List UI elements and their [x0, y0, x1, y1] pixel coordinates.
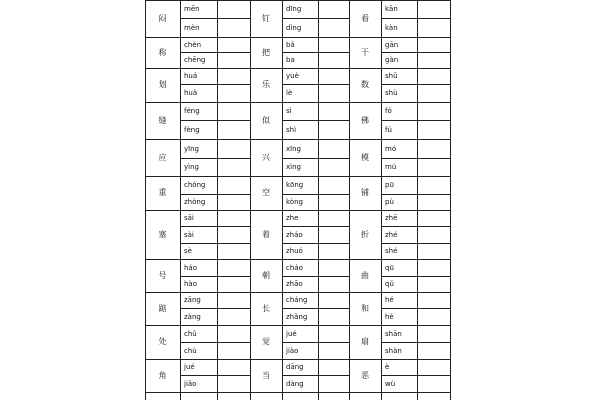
pinyin-reading: dìng	[286, 23, 302, 32]
hanzi-character: 闷	[158, 13, 167, 23]
hanzi-character: 兴	[262, 152, 270, 162]
hanzi-character: 折	[361, 229, 369, 239]
grid-hline	[180, 194, 251, 195]
grid-hline	[282, 308, 350, 309]
hanzi-character: 空	[262, 188, 270, 197]
grid-hline	[282, 52, 350, 53]
pinyin-reading: yìng	[184, 163, 199, 171]
grid-hline	[349, 292, 451, 293]
pinyin-reading: pū	[385, 181, 394, 189]
pinyin-reading: zhē	[385, 214, 398, 222]
grid-hline	[145, 325, 251, 326]
pinyin-reading: jué	[286, 329, 297, 338]
pinyin-reading: hè	[385, 312, 394, 321]
pinyin-reading: zhǎng	[286, 312, 308, 321]
hanzi-character: 当	[262, 370, 270, 380]
pinyin-reading: gān	[385, 40, 399, 49]
grid-hline	[349, 325, 451, 326]
pinyin-reading: dàng	[286, 379, 304, 388]
grid-hline	[180, 18, 251, 19]
pinyin-reading: yīng	[184, 144, 199, 153]
grid-hline	[250, 0, 350, 1]
grid-hline	[282, 342, 350, 343]
hanzi-character: 把	[262, 47, 270, 57]
hanzi-character: 踮	[158, 303, 167, 313]
pinyin-reading: chǔ	[184, 329, 197, 338]
pinyin-reading: shì	[286, 125, 297, 134]
hanzi-character: 着	[262, 229, 270, 239]
hanzi-character: 乐	[262, 80, 270, 89]
pinyin-reading: zháo	[286, 230, 303, 239]
grid-hline	[145, 210, 251, 211]
pinyin-reading: cháo	[286, 263, 303, 272]
grid-hline	[250, 210, 350, 211]
pinyin-reading: kòng	[286, 198, 303, 206]
grid-hline	[381, 84, 451, 85]
grid-hline	[282, 226, 350, 227]
grid-hline	[180, 226, 251, 227]
pinyin-reading: kàn	[385, 23, 398, 32]
grid-hline	[282, 276, 350, 277]
pinyin-reading: zàng	[184, 312, 201, 321]
grid-hline	[282, 392, 350, 393]
pinyin-reading: kān	[385, 5, 398, 13]
pinyin-reading: zhòng	[184, 198, 206, 206]
grid-hline	[250, 259, 350, 260]
pinyin-reading: xìng	[286, 163, 301, 171]
grid-hline	[180, 84, 251, 85]
grid-hline	[282, 375, 350, 376]
grid-vline	[180, 0, 181, 400]
grid-hline	[250, 102, 350, 103]
grid-hline	[349, 139, 451, 140]
grid-hline	[250, 292, 350, 293]
pinyin-reading: hào	[184, 280, 198, 288]
grid-hline	[282, 194, 350, 195]
grid-hline	[145, 259, 251, 260]
pinyin-reading: kōng	[286, 181, 304, 189]
pinyin-reading: dāng	[286, 363, 304, 371]
hanzi-character: 模	[361, 152, 369, 162]
pinyin-reading: mēn	[184, 5, 200, 13]
grid-hline	[381, 308, 451, 309]
grid-hline	[145, 0, 251, 1]
grid-vline	[282, 0, 283, 400]
grid-hline	[349, 37, 451, 38]
hanzi-character: 铺	[361, 188, 369, 197]
hanzi-character: 数	[361, 80, 369, 89]
grid-hline	[381, 194, 451, 195]
grid-hline	[349, 176, 451, 177]
pinyin-reading: wù	[385, 379, 396, 388]
grid-hline	[145, 359, 251, 360]
hanzi-character: 看	[361, 13, 369, 23]
grid-hline	[381, 226, 451, 227]
hanzi-character: 曲	[361, 270, 369, 280]
grid-hline	[180, 276, 251, 277]
hanzi-character: 角	[158, 370, 167, 380]
grid-hline	[250, 139, 350, 140]
grid-hline	[145, 176, 251, 177]
pinyin-reading: jué	[184, 363, 195, 371]
grid-hline	[282, 84, 350, 85]
hanzi-character: 长	[262, 303, 270, 313]
grid-hline	[250, 359, 350, 360]
grid-hline	[349, 359, 451, 360]
pinyin-reading: sài	[184, 230, 194, 239]
grid-hline	[180, 52, 251, 53]
pinyin-reading: mó	[385, 144, 397, 153]
grid-hline	[349, 259, 451, 260]
grid-hline	[145, 68, 251, 69]
grid-hline	[180, 120, 251, 121]
grid-hline	[381, 276, 451, 277]
pinyin-reading: xīng	[286, 144, 301, 153]
hanzi-character: 划	[158, 80, 167, 89]
grid-hline	[381, 342, 451, 343]
grid-hline	[349, 102, 451, 103]
pinyin-reading: chóng	[184, 181, 206, 189]
pinyin-reading: è	[385, 363, 390, 371]
pinyin-reading: fèng	[184, 125, 200, 134]
grid-hline	[381, 18, 451, 19]
pinyin-reading: shé	[385, 247, 398, 255]
grid-hline	[250, 176, 350, 177]
grid-hline	[282, 120, 350, 121]
grid-hline	[180, 243, 251, 244]
grid-hline	[145, 139, 251, 140]
pinyin-reading: háo	[184, 263, 198, 272]
pinyin-reading: fú	[385, 125, 392, 134]
pinyin-reading: gàn	[385, 56, 399, 64]
grid-hline	[180, 158, 251, 159]
grid-hline	[282, 158, 350, 159]
pinyin-reading: bǎ	[286, 40, 295, 49]
hanzi-character: 塞	[158, 229, 167, 239]
pinyin-reading: qǔ	[385, 280, 394, 288]
pinyin-reading: sè	[184, 247, 192, 255]
hanzi-character: 似	[262, 115, 270, 125]
grid-hline	[349, 210, 451, 211]
grid-vline	[217, 0, 218, 400]
grid-hline	[282, 243, 350, 244]
grid-hline	[145, 292, 251, 293]
pinyin-reading: huà	[184, 89, 198, 97]
grid-vline	[381, 0, 382, 400]
pinyin-reading: shù	[385, 89, 398, 97]
grid-hline	[250, 37, 350, 38]
grid-hline	[282, 18, 350, 19]
grid-hline	[381, 392, 451, 393]
grid-hline	[250, 68, 350, 69]
pinyin-reading: mú	[385, 163, 397, 171]
pinyin-reading: qū	[385, 263, 394, 272]
pinyin-reading: chèn	[184, 40, 202, 49]
grid-hline	[381, 243, 451, 244]
pinyin-reading: mèn	[184, 23, 200, 32]
pinyin-reading: sì	[286, 107, 292, 115]
pinyin-reading: shān	[385, 329, 402, 338]
hanzi-character: 扇	[361, 337, 369, 346]
grid-hline	[250, 325, 350, 326]
grid-hline	[381, 52, 451, 53]
pinyin-reading: cháng	[286, 296, 308, 304]
hanzi-character: 恶	[361, 370, 369, 380]
pinyin-reading: pù	[385, 198, 394, 206]
pinyin-reading: zhe	[286, 214, 299, 222]
hanzi-character: 干	[361, 47, 369, 57]
grid-hline	[145, 37, 251, 38]
grid-hline	[180, 308, 251, 309]
grid-vline	[417, 0, 418, 400]
pinyin-reading: chēng	[184, 56, 206, 64]
grid-hline	[349, 68, 451, 69]
hanzi-character: 处	[158, 337, 167, 346]
pinyin-reading: hé	[385, 296, 394, 304]
grid-hline	[145, 102, 251, 103]
grid-vline	[318, 0, 319, 400]
pinyin-reading: shàn	[385, 346, 402, 355]
hanzi-character: 钉	[262, 13, 270, 23]
grid-vline	[450, 0, 451, 400]
pinyin-reading: dīng	[286, 5, 302, 13]
pinyin-reading: fó	[385, 107, 392, 115]
pinyin-reading: chù	[184, 346, 197, 355]
grid-hline	[381, 120, 451, 121]
pinyin-reading: huá	[184, 72, 198, 80]
pinyin-reading: féng	[184, 107, 200, 115]
hanzi-character: 觉	[262, 337, 270, 346]
pinyin-reading: lè	[286, 89, 293, 97]
pinyin-reading: zāng	[184, 296, 201, 304]
hanzi-character: 佛	[361, 115, 369, 125]
grid-hline	[180, 342, 251, 343]
grid-hline	[349, 0, 451, 1]
pinyin-reading: sāi	[184, 214, 194, 222]
pinyin-reading: zhāo	[286, 280, 303, 288]
hanzi-character: 称	[158, 47, 167, 57]
grid-hline	[381, 375, 451, 376]
pinyin-reading: zhuó	[286, 247, 303, 255]
hanzi-character: 重	[158, 188, 167, 197]
hanzi-character: 应	[158, 152, 167, 162]
pinyin-reading: jiào	[286, 346, 299, 355]
pinyin-reading: jiǎo	[184, 379, 197, 388]
hanzi-character: 缝	[158, 115, 167, 125]
grid-hline	[381, 158, 451, 159]
grid-hline	[180, 375, 251, 376]
pinyin-reading: zhé	[385, 230, 398, 239]
pinyin-reading: ba	[286, 56, 295, 64]
pinyin-reading: yuè	[286, 72, 299, 80]
hanzi-character: 和	[361, 303, 369, 313]
grid-hline	[180, 392, 251, 393]
pinyin-reading: shǔ	[385, 72, 398, 80]
hanzi-character: 朝	[262, 270, 270, 280]
hanzi-character: 号	[158, 270, 167, 280]
